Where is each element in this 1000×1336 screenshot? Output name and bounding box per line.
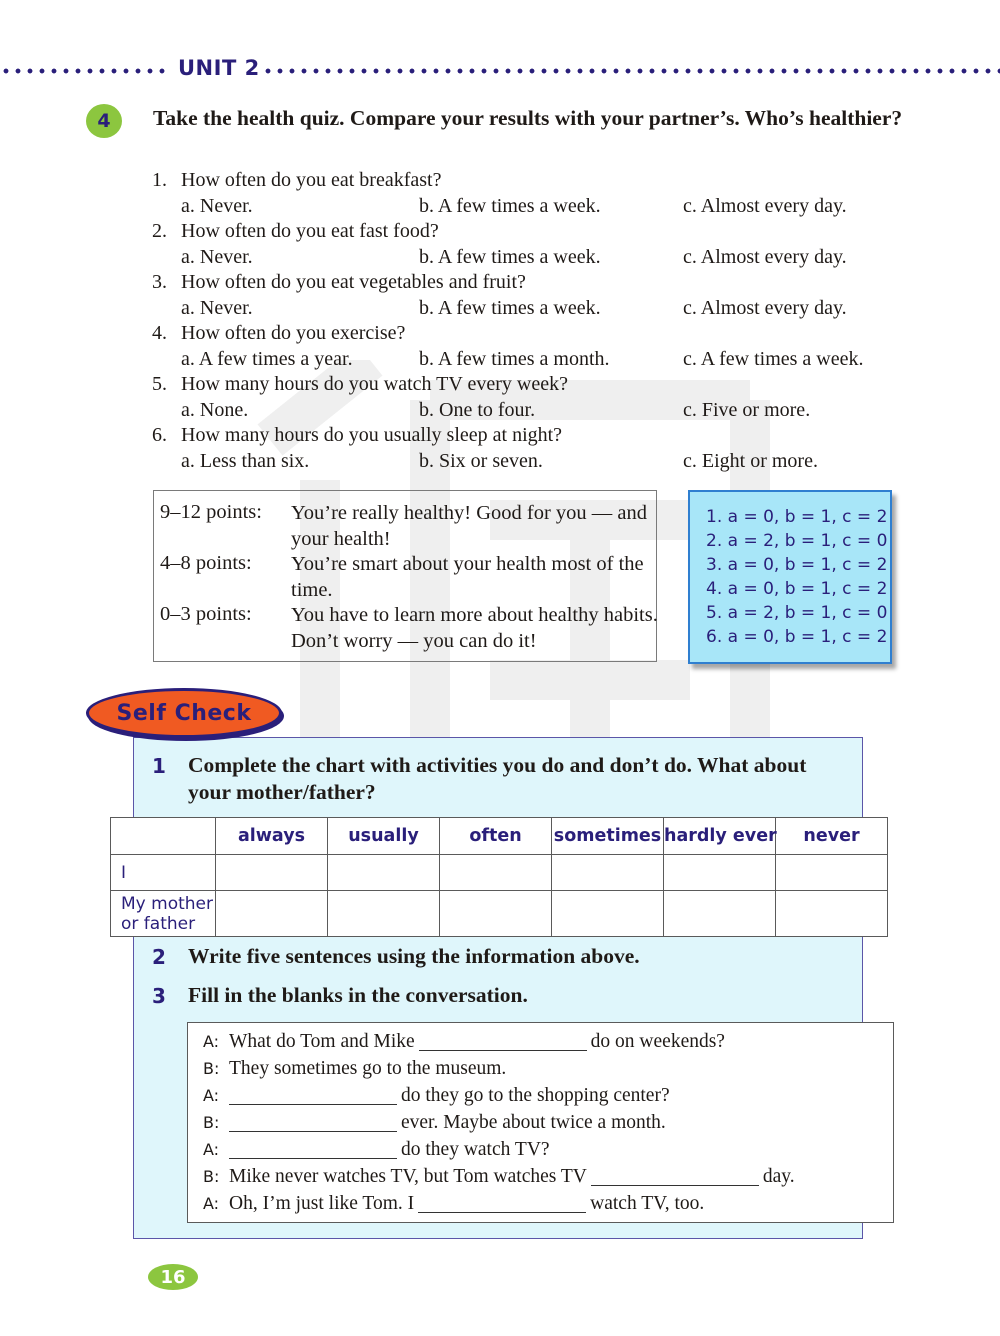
item-instruction: Fill in the blanks in the conversation. (188, 983, 528, 1007)
answer-blank[interactable] (229, 1084, 397, 1105)
health-quiz (152, 168, 912, 474)
quiz-options (152, 347, 912, 373)
question-text: How often do you eat breakfast? (181, 169, 442, 191)
item-number: 3 (152, 984, 166, 1008)
answer-blank[interactable] (229, 1138, 397, 1159)
speaker-label: A: (203, 1086, 220, 1105)
question-text: How often do you eat fast food? (181, 220, 439, 242)
option-b[interactable]: b. One to four. (419, 398, 536, 421)
option-b[interactable]: b. A few times a month. (419, 347, 610, 370)
answer-key-box (688, 490, 892, 664)
option-c[interactable]: c. Eight or more. (683, 449, 818, 472)
quiz-question (152, 270, 912, 296)
line-text-after: watch TV, too. (590, 1193, 705, 1214)
option-b[interactable]: b. Six or seven. (419, 449, 543, 472)
score-range: 0–3 points: (160, 603, 252, 625)
conversation-line (203, 1028, 725, 1055)
score-range: 4–8 points: (160, 552, 252, 574)
conversation-line (203, 1163, 795, 1190)
table-row (111, 891, 888, 937)
item-instruction: Write five sentences using the information above. (188, 944, 640, 968)
answer-blank[interactable] (418, 1192, 586, 1213)
option-b[interactable]: b. A few times a week. (419, 245, 601, 268)
question-number: 1. (152, 169, 167, 191)
unit-title: UNIT 2 (178, 56, 260, 80)
answer-key-line: 3. a = 0, b = 1, c = 2 (706, 555, 888, 575)
option-c[interactable]: c. Five or more. (683, 398, 811, 421)
column-header: hardly ever (664, 818, 776, 855)
fill-cell[interactable] (776, 891, 888, 937)
dotted-rule-left (0, 68, 166, 74)
option-a[interactable]: a. Never. (181, 194, 253, 217)
answer-blank[interactable] (591, 1165, 759, 1186)
option-b[interactable]: b. A few times a week. (419, 194, 601, 217)
frequency-chart (110, 817, 888, 937)
scoring-box (153, 490, 657, 662)
question-number: 6. (152, 424, 167, 446)
speaker-label: B: (203, 1113, 220, 1132)
answer-key-line: 4. a = 0, b = 1, c = 2 (706, 579, 888, 599)
score-description: You’re really healthy! Good for you — and your health! (291, 502, 648, 550)
line-text-after: do they go to the shopping center? (401, 1085, 670, 1106)
question-number: 3. (152, 271, 167, 293)
fill-cell[interactable] (776, 855, 888, 891)
speaker-label: A: (203, 1194, 220, 1213)
conversation-line (203, 1082, 670, 1109)
option-c[interactable]: c. Almost every day. (683, 296, 847, 319)
speaker-label: B: (203, 1167, 220, 1186)
line-text-after: do on weekends? (590, 1031, 725, 1052)
quiz-options (152, 296, 912, 322)
fill-cell[interactable] (328, 855, 440, 891)
exercise-instruction: Take the health quiz. Compare your results with your partner’s. Who’s healthier? (153, 106, 903, 130)
speaker-label: B: (203, 1059, 220, 1078)
speaker-label: A: (203, 1032, 220, 1051)
answer-key-line: 6. a = 0, b = 1, c = 2 (706, 627, 888, 647)
conversation-box (187, 1022, 894, 1223)
question-number: 2. (152, 220, 167, 242)
fill-cell[interactable] (440, 855, 552, 891)
quiz-question (152, 372, 912, 398)
conversation-line (203, 1190, 704, 1217)
conversation-line (203, 1055, 506, 1082)
unit-header (0, 58, 1000, 82)
answer-blank[interactable] (419, 1030, 587, 1051)
score-description: You’re smart about your health most of the time. (291, 553, 644, 601)
quiz-question (152, 219, 912, 245)
option-a[interactable]: a. None. (181, 398, 249, 421)
table-header-row (111, 818, 888, 855)
conversation-line (203, 1109, 666, 1136)
quiz-options (152, 398, 912, 424)
speaker-label: A: (203, 1140, 220, 1159)
fill-cell[interactable] (216, 855, 328, 891)
fill-cell[interactable] (552, 891, 664, 937)
answer-key-line: 1. a = 0, b = 1, c = 2 (706, 507, 888, 527)
quiz-question (152, 168, 912, 194)
fill-cell[interactable] (664, 891, 776, 937)
line-text-before: They sometimes go to the museum. (229, 1058, 507, 1079)
column-header (111, 818, 216, 855)
answer-blank[interactable] (229, 1111, 397, 1132)
score-description: You have to learn more about healthy habits. Don’t worry — you can do it! (291, 604, 658, 652)
quiz-question (152, 321, 912, 347)
line-text-before: Mike never watches TV, but Tom watches TV (229, 1166, 587, 1187)
fill-cell[interactable] (328, 891, 440, 937)
score-range: 9–12 points: (160, 501, 262, 523)
option-c[interactable]: c. Almost every day. (683, 245, 847, 268)
table-row (111, 855, 888, 891)
column-header: always (216, 818, 328, 855)
fill-cell[interactable] (664, 855, 776, 891)
question-text: How many hours do you usually sleep at night? (181, 424, 563, 446)
fill-cell[interactable] (440, 891, 552, 937)
answer-key-line: 5. a = 2, b = 1, c = 0 (706, 603, 888, 623)
item-number: 1 (152, 754, 166, 778)
option-a[interactable]: a. Less than six. (181, 449, 310, 472)
line-text-after: do they watch TV? (401, 1139, 550, 1160)
quiz-options (152, 245, 912, 271)
column-header: sometimes (552, 818, 664, 855)
answer-key-line: 2. a = 2, b = 1, c = 0 (706, 531, 888, 551)
line-text-before: Oh, I’m just like Tom. I (229, 1193, 415, 1214)
option-a[interactable]: a. Never. (181, 296, 253, 319)
item-instruction: Complete the chart with activities you do and don’t do. What about your mother/father? (188, 753, 807, 804)
row-label: I (111, 855, 216, 891)
line-text-after: ever. Maybe about twice a month. (401, 1112, 666, 1133)
question-text: How often do you exercise? (181, 322, 406, 344)
option-c[interactable]: c. Almost every day. (683, 194, 847, 217)
dotted-rule-right (262, 68, 1000, 74)
question-number: 5. (152, 373, 167, 395)
option-a[interactable]: a. Never. (181, 245, 253, 268)
column-header: often (440, 818, 552, 855)
question-number: 4. (152, 322, 167, 344)
conversation-line (203, 1136, 550, 1163)
page-number: 16 (148, 1264, 198, 1290)
option-c[interactable]: c. A few times a week. (683, 347, 864, 370)
quiz-options (152, 449, 912, 475)
quiz-question (152, 423, 912, 449)
option-a[interactable]: a. A few times a year. (181, 347, 353, 370)
exercise-number-badge: 4 (86, 104, 122, 138)
option-b[interactable]: b. A few times a week. (419, 296, 601, 319)
line-text-after: day. (762, 1166, 795, 1187)
line-text-before: What do Tom and Mike (229, 1031, 415, 1052)
fill-cell[interactable] (552, 855, 664, 891)
quiz-options (152, 194, 912, 220)
fill-cell[interactable] (216, 891, 328, 937)
item-number: 2 (152, 945, 166, 969)
column-header: never (776, 818, 888, 855)
question-text: How many hours do you watch TV every week? (181, 373, 568, 395)
question-text: How often do you eat vegetables and fruit? (181, 271, 526, 293)
row-label: My mother or father (111, 891, 216, 937)
column-header: usually (328, 818, 440, 855)
self-check-badge: Self Check (86, 688, 282, 738)
